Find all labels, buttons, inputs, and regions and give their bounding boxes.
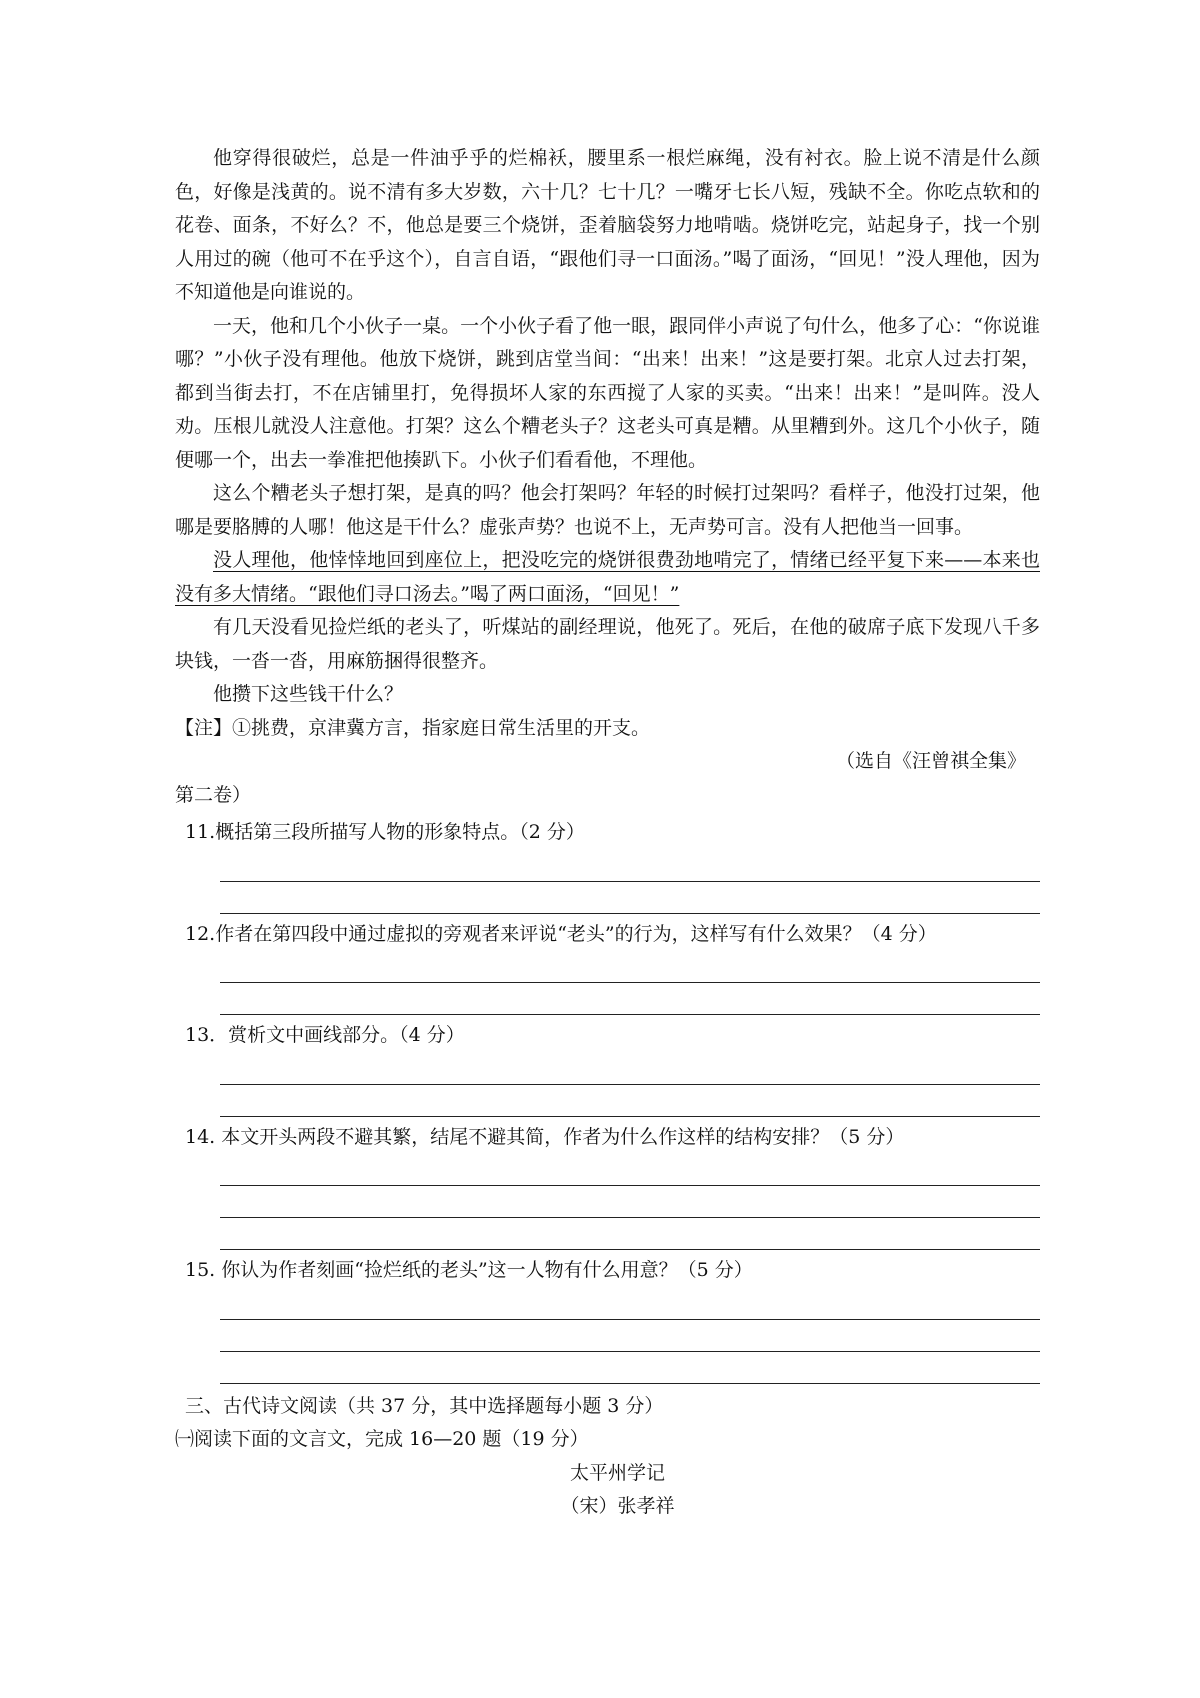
- question-block-14: [175, 1121, 1040, 1251]
- answer-line[interactable]: [220, 1085, 1040, 1117]
- answer-line[interactable]: [220, 1320, 1040, 1352]
- source-citation: （选自《汪曾祺全集》: [835, 750, 1026, 772]
- question-block-12: [175, 918, 1040, 1016]
- question-15: 15. 你认为作者刻画“捡烂纸的老头”这一人物有什么用意？（5 分）: [185, 1259, 753, 1281]
- answer-line[interactable]: [220, 1218, 1040, 1250]
- answer-line[interactable]: [220, 850, 1040, 882]
- answer-line[interactable]: [220, 1352, 1040, 1384]
- footnote: 【注】①挑费，京津冀方言，指家庭日常生活里的开支。: [175, 716, 651, 739]
- question-block-15: [175, 1254, 1040, 1384]
- underlined-passage: 没人理他，他悻悻地回到座位上，把没吃完的烧饼很费劲地啃完了，情绪已经平复下来——本来也没有多大情绪。“跟他们寻口汤去。”喝了两口面汤，“回见！”: [175, 549, 1040, 605]
- source-citation-continued: 第二卷）: [175, 783, 252, 806]
- subsection-heading: ㈠阅读下面的文言文，完成 16—20 题（19 分）: [175, 1428, 589, 1450]
- passage-paragraph-6: 他攒下这些钱干什么？: [213, 683, 404, 705]
- question-12: 12.作者在第四段中通过虚拟的旁观者来评说“老头”的行为，这样写有什么效果？（4 分）: [185, 922, 937, 945]
- question-11: 11.概括第三段所描写人物的形象特点。（2 分）: [185, 821, 585, 843]
- answer-line[interactable]: [220, 1053, 1040, 1085]
- classical-text-author: （宋）张孝祥: [560, 1495, 675, 1517]
- question-block-11: [175, 816, 1040, 914]
- answer-line[interactable]: [220, 882, 1040, 914]
- passage-paragraph-2: 一天，他和几个小伙子一桌。一个小伙子看了他一眼，跟同伴小声说了句什么，他多了心：“你说谁哪？”小伙子没有理他。他放下烧饼，跳到店堂当间：“出来！出来！”这是要打架。北京人过去打架，都到当街去打，不在店铺里打，免得损坏人家的东西搅了人家的买卖。“出来！出来！”是叫阵。没人劝。压根儿就没人注意他。打架？这么个糟老头子？这老头可真是糟。从里糟到外。这几个小伙子，随便哪一个，出去一拳准把他揍趴下。小伙子们看看他，不理他。: [175, 314, 1040, 471]
- answer-line[interactable]: [220, 1154, 1040, 1186]
- classical-text-title: 太平州学记: [569, 1461, 665, 1484]
- page-content: [175, 142, 1040, 1524]
- answer-line[interactable]: [220, 1288, 1040, 1320]
- answer-line[interactable]: [220, 951, 1040, 983]
- section-heading: 三、古代诗文阅读（共 37 分，其中选择题每小题 3 分）: [185, 1394, 664, 1417]
- answer-line[interactable]: [220, 983, 1040, 1015]
- passage-paragraph-4: [175, 544, 1040, 611]
- passage-paragraph-5: 有几天没看见捡烂纸的老头了，听煤站的副经理说，他死了。死后，在他的破席子底下发现八千多块钱，一沓一沓，用麻筋捆得很整齐。: [175, 616, 1040, 672]
- answer-line[interactable]: [220, 1186, 1040, 1218]
- passage-paragraph-1: 他穿得很破烂，总是一件油乎乎的烂棉袄，腰里系一根烂麻绳，没有衬衣。脸上说不清是什么颜色，好像是浅黄的。说不清有多大岁数，六十几？七十几？一嘴牙七长八短，残缺不全。你吃点软和的花卷、面条，不好么？不，他总是要三个烧饼，歪着脑袋努力地啃啮。烧饼吃完，站起身子，找一个别人用过的碗（他可不在乎这个），自言自语，“跟他们寻一口面汤。”喝了面汤，“回见！”没人理他，因为不知道他是向谁说的。: [175, 147, 1040, 303]
- question-block-13: [175, 1019, 1040, 1117]
- passage-paragraph-3: 这么个糟老头子想打架，是真的吗？他会打架吗？年轻的时候打过架吗？看样子，他没打过架，他哪是要胳膊的人哪！他这是干什么？虚张声势？也说不上，无声势可言。没有人把他当一回事。: [175, 482, 1040, 538]
- question-13: 13．赏析文中画线部分。（4 分）: [185, 1024, 465, 1046]
- question-14: 14. 本文开头两段不避其繁，结尾不避其简，作者为什么作这样的结构安排？（5 分）: [185, 1125, 905, 1148]
